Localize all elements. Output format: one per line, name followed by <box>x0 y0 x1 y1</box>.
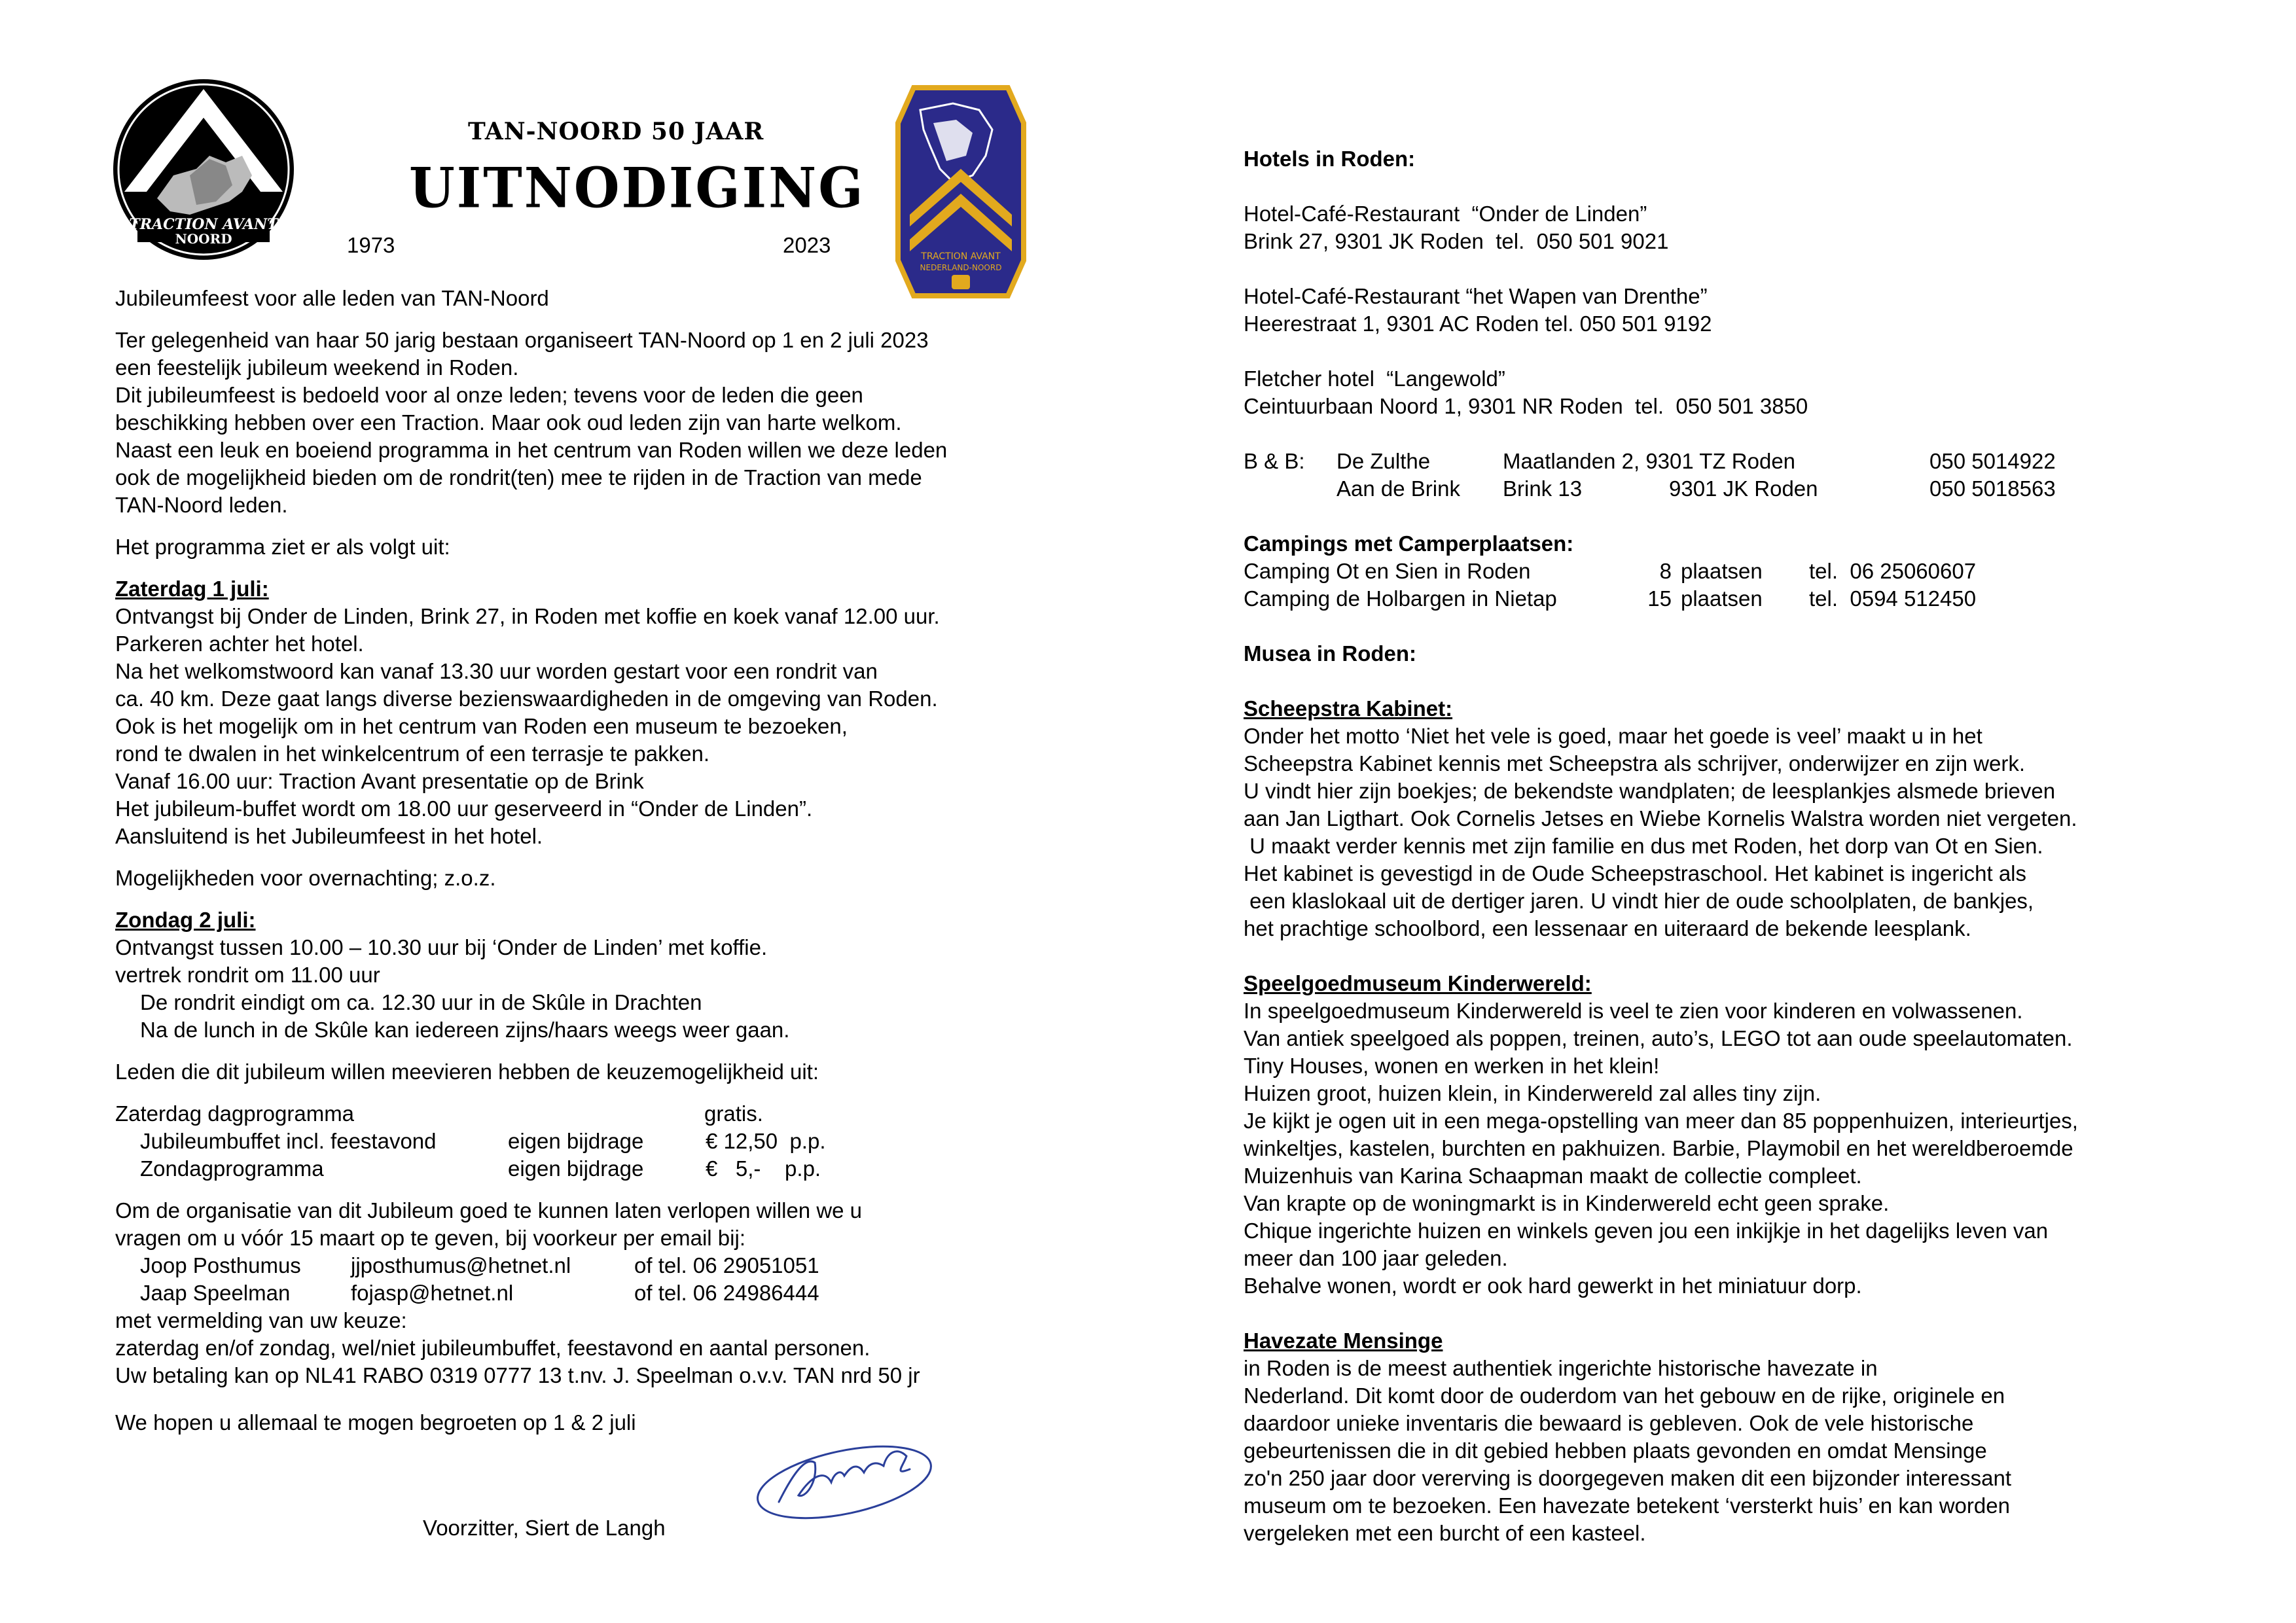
havezate-line: museum om te bezoeken. Een havezate betekent ‘versterkt huis’ en kan worden <box>1244 1493 2010 1518</box>
price-value: € 12,50 p.p. <box>706 1129 826 1153</box>
price-label: Jubileumbuffet incl. feestavond <box>140 1129 437 1153</box>
price-contrib: eigen bijdrage <box>508 1156 644 1181</box>
camping-unit: plaatsen <box>1681 559 1763 583</box>
camping-name: Camping de Holbargen in Nietap <box>1244 586 1557 611</box>
intro-heading: Jubileumfeest voor alle leden van TAN-Noord <box>115 286 549 310</box>
hotel-address: Ceintuurbaan Noord 1, 9301 NR Roden tel. 050 501 3850 <box>1244 394 1808 418</box>
scheepstra-line: U vindt hier zijn boekjes; de bekendste wandplaten; de leesplankjes alsmede brieven <box>1244 779 2056 803</box>
havezate-heading: Havezate Mensinge <box>1244 1329 1443 1353</box>
hotel-name: Hotel-Café-Restaurant “het Wapen van Drenthe” <box>1244 284 1708 308</box>
camping-unit: plaatsen <box>1681 586 1763 611</box>
bb-row <box>1244 475 2238 503</box>
contact-row <box>115 1252 1110 1279</box>
speelgoed-line: Behalve wonen, wordt er ook hard gewerkt in het miniatuur dorp. <box>1244 1274 1862 1298</box>
camping-num: 15 <box>1647 586 1672 611</box>
contact-tel: of tel. 06 29051051 <box>634 1253 819 1277</box>
contact-email[interactable]: fojasp@hetnet.nl <box>351 1281 514 1305</box>
saturday-line: Parkeren achter het hotel. <box>115 632 364 656</box>
scheepstra-line: het prachtige schoolbord, een lessenaar en uiteraard de bekende leesplank. <box>1244 916 1971 940</box>
camping-row <box>1244 585 2238 613</box>
year-end: 2023 <box>783 233 831 257</box>
scheepstra-heading: Scheepstra Kabinet: <box>1244 696 1453 721</box>
saturday-line: Het jubileum-buffet wordt om 18.00 uur geserveerd in “Onder de Linden”. <box>115 796 813 821</box>
havezate-line: in Roden is de meest authentiek ingerichte historische havezate in <box>1244 1356 1878 1380</box>
sunday-line: De rondrit eindigt om ca. 12.30 uur in de Skûle in Drachten <box>140 990 702 1014</box>
havezate-line: gebeurtenissen die in dit gebied hebben plaats gevonden en omdat Mensinge <box>1244 1438 1987 1463</box>
bb-label: B & B: <box>1244 449 1305 473</box>
havezate-line: zo'n 250 jaar door vererving is doorgegeven maken dit een bijzonder interessant <box>1244 1466 2012 1490</box>
price-value: € 5,- p.p. <box>706 1156 821 1181</box>
price-value: gratis. <box>704 1101 763 1126</box>
contact-email[interactable]: jjposthumus@hetnet.nl <box>351 1253 571 1277</box>
saturday-line: Ook is het mogelijk om in het centrum van Roden een museum te bezoeken, <box>115 714 848 738</box>
speelgoed-line: Chique ingerichte huizen en winkels geven jou een inkijkje in het dagelijks leven van <box>1244 1219 2049 1243</box>
keuze-intro: Leden die dit jubileum willen meevieren hebben de keuzemogelijkheid uit: <box>115 1060 819 1084</box>
bb-row <box>1244 448 2238 475</box>
svg-text:TRACTION AVANT: TRACTION AVANT <box>921 251 1001 262</box>
bb-street: Brink 13 <box>1503 476 1583 501</box>
scheepstra-line: aan Jan Ligthart. Ook Cornelis Jetses en Wiebe Kornelis Walstra worden niet vergeten. <box>1244 806 2077 830</box>
saturday-line: ca. 40 km. Deze gaat langs diverse bezienswaardigheden in de omgeving van Roden. <box>115 687 938 711</box>
speelgoed-line: winkeltjes, kastelen, burchten en pakhuizen. Barbie, Playmobil en het wereldberoemde <box>1244 1136 2073 1160</box>
right-column <box>1244 145 2238 1547</box>
org-line: Om de organisatie van dit Jubileum goed te kunnen laten verlopen willen we u <box>115 1198 863 1222</box>
signature <box>753 1436 942 1522</box>
speelgoed-line: Je kijkt je ogen uit in een mega-opstelling van meer dan 85 poppenhuizen, interieurtjes, <box>1244 1109 2078 1133</box>
speelgoed-line: Huizen groot, huizen klein, in Kinderwereld zal alles tiny zijn. <box>1244 1081 1821 1105</box>
speelgoed-line: Muizenhuis van Karina Schaapman maakt de collectie compleet. <box>1244 1164 1862 1188</box>
contact-row <box>115 1279 1110 1307</box>
intro-line: ook de mogelijkheid bieden om de rondrit(ten) mee te rijden in de Traction van mede <box>115 465 922 490</box>
closing-line: met vermelding van uw keuze: <box>115 1308 407 1332</box>
speelgoed-line: meer dan 100 jaar geleden. <box>1244 1246 1508 1270</box>
price-label: Zondagprogramma <box>140 1156 324 1181</box>
speelgoed-line: Tiny Houses, wonen en werken in het klein! <box>1244 1054 1660 1078</box>
signature-caption: Voorzitter, Siert de Langh <box>423 1516 666 1540</box>
bb-name: Aan de Brink <box>1336 476 1460 501</box>
bb-street: Maatlanden 2, 9301 TZ Roden <box>1503 449 1796 473</box>
camping-tel: tel. 0594 512450 <box>1809 586 1977 611</box>
speelgoed-line: In speelgoedmuseum Kinderwereld is veel te zien voor kinderen en volwassenen. <box>1244 999 2023 1023</box>
programma-intro: Het programma ziet er als volgt uit: <box>115 535 450 559</box>
bb-tel: 050 5018563 <box>1929 476 2056 501</box>
price-contrib: eigen bijdrage <box>508 1129 644 1153</box>
closing-line: Uw betaling kan op NL41 RABO 0319 0777 13 t.nv. J. Speelman o.v.v. TAN nrd 50 jr <box>115 1363 920 1387</box>
price-table <box>115 1100 1110 1183</box>
contact-name: Jaap Speelman <box>140 1281 291 1305</box>
overnachting-note: Mogelijkheden voor overnachting; z.o.z. <box>115 866 496 890</box>
hope-line: We hopen u allemaal te mogen begroeten op 1 & 2 juli <box>115 1410 636 1435</box>
sunday-heading: Zondag 2 juli: <box>115 908 256 932</box>
svg-text:NOORD: NOORD <box>175 231 232 247</box>
speelgoed-heading: Speelgoedmuseum Kinderwereld: <box>1244 971 1592 995</box>
havezate-line: daardoor unieke inventaris die bewaard is gebleven. Ook de vele historische <box>1244 1411 1974 1435</box>
speelgoed-line: Van antiek speelgoed als poppen, treinen, auto’s, LEGO tot aan oude speelautomaten. <box>1244 1026 2073 1050</box>
traction-avant-noord-logo <box>111 77 296 262</box>
bb-tel: 050 5014922 <box>1929 449 2056 473</box>
musea-heading: Musea in Roden: <box>1244 641 1417 666</box>
camping-tel: tel. 06 25060607 <box>1809 559 1977 583</box>
price-label: Zaterdag dagprogramma <box>115 1101 355 1126</box>
camping-num: 8 <box>1659 559 1672 583</box>
traction-avant-nederland-noord-logo <box>894 84 1028 300</box>
contact-tel: of tel. 06 24986444 <box>634 1281 819 1305</box>
camping-name: Camping Ot en Sien in Roden <box>1244 559 1531 583</box>
speelgoed-line: Van krapte op de woningmarkt is in Kinderwereld echt geen sprake. <box>1244 1191 1890 1215</box>
intro-line: Dit jubileumfeest is bedoeld voor al onze leden; tevens voor de leden die geen <box>115 383 863 407</box>
subtitle: TAN-NOORD 50 JAAR <box>468 118 764 145</box>
intro-line: Naast een leuk en boeiend programma in het centrum van Roden willen we deze leden <box>115 438 948 462</box>
closing-line: zaterdag en/of zondag, wel/niet jubileumbuffet, feestavond en aantal personen. <box>115 1336 870 1360</box>
org-line: vragen om u vóór 15 maart op te geven, bij voorkeur per email bij: <box>115 1226 745 1250</box>
svg-text:NEDERLAND-NOORD: NEDERLAND-NOORD <box>920 263 1002 272</box>
sunday-line: Na de lunch in de Skûle kan iedereen zijns/haars weegs weer gaan. <box>140 1018 790 1042</box>
hotel-name: Hotel-Café-Restaurant “Onder de Linden” <box>1244 202 1647 226</box>
saturday-line: Ontvangst bij Onder de Linden, Brink 27, in Roden met koffie en koek vanaf 12.00 uur. <box>115 604 940 628</box>
hotel-address: Heerestraat 1, 9301 AC Roden tel. 050 501 9192 <box>1244 312 1712 336</box>
svg-text:TRACTION AVANT: TRACTION AVANT <box>129 216 278 233</box>
bb-name: De Zulthe <box>1336 449 1431 473</box>
saturday-line: rond te dwalen in het winkelcentrum of een terrasje te pakken. <box>115 741 710 766</box>
camping-row <box>1244 558 2238 585</box>
left-column <box>115 285 1110 1436</box>
campings-heading: Campings met Camperplaatsen: <box>1244 531 1574 556</box>
scheepstra-line: U maakt verder kennis met zijn familie en dus met Roden, het dorp van Ot en Sien. <box>1244 834 2043 858</box>
intro-line: beschikking hebben over een Traction. Maar ook oud leden zijn van harte welkom. <box>115 410 902 435</box>
contact-name: Joop Posthumus <box>140 1253 301 1277</box>
saturday-line: Vanaf 16.00 uur: Traction Avant presentatie op de Brink <box>115 769 644 793</box>
scheepstra-line: Onder het motto ‘Niet het vele is goed, maar het goede is veel’ maakt u in het <box>1244 724 1982 748</box>
intro-line: TAN-Noord leden. <box>115 493 288 517</box>
bb-postal: 9301 JK Roden <box>1669 476 1818 501</box>
hotel-name: Fletcher hotel “Langewold” <box>1244 366 1505 391</box>
page-title: UITNODIGING <box>409 155 865 221</box>
sunday-line: vertrek rondrit om 11.00 uur <box>115 963 380 987</box>
saturday-heading: Zaterdag 1 juli: <box>115 577 269 601</box>
hotels-heading: Hotels in Roden: <box>1244 147 1416 171</box>
scheepstra-line: Scheepstra Kabinet kennis met Scheepstra als schrijver, onderwijzer en zijn werk. <box>1244 751 2026 776</box>
scheepstra-line: Het kabinet is gevestigd in de Oude Scheepstraschool. Het kabinet is ingericht als <box>1244 861 2027 885</box>
saturday-line: Na het welkomstwoord kan vanaf 13.30 uur worden gestart voor een rondrit van <box>115 659 878 683</box>
year-start: 1973 <box>347 233 395 257</box>
saturday-line: Aansluitend is het Jubileumfeest in het hotel. <box>115 824 543 848</box>
intro-line: een feestelijk jubileum weekend in Roden. <box>115 355 519 380</box>
havezate-line: vergeleken met een burcht of een kasteel. <box>1244 1521 1646 1545</box>
hotel-address: Brink 27, 9301 JK Roden tel. 050 501 9021 <box>1244 229 1669 253</box>
intro-line: Ter gelegenheid van haar 50 jarig bestaan organiseert TAN-Noord op 1 en 2 juli 2023 <box>115 328 929 352</box>
scheepstra-line: een klaslokaal uit de dertiger jaren. U vindt hier de oude schoolplaten, de bankjes, <box>1244 889 2034 913</box>
sunday-line: Ontvangst tussen 10.00 – 10.30 uur bij ‘Onder de Linden’ met koffie. <box>115 935 768 959</box>
havezate-line: Nederland. Dit komt door de ouderdom van het gebouw en de rijke, originele en <box>1244 1383 2005 1408</box>
